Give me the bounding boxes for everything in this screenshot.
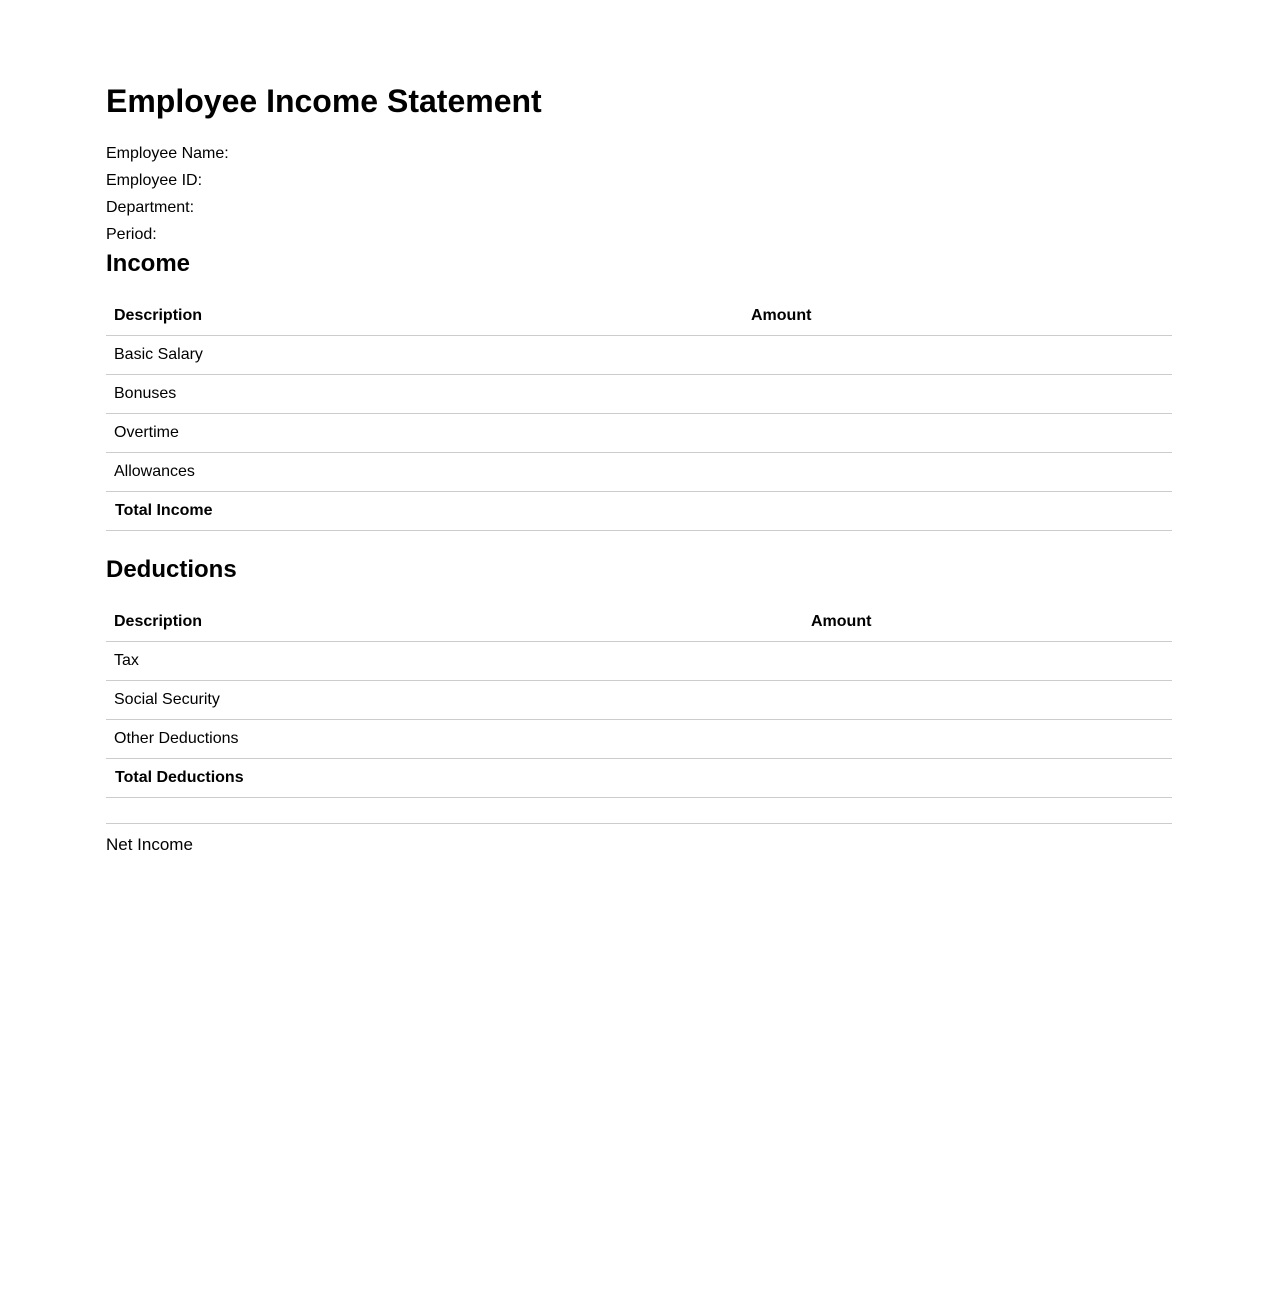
net-income (106, 835, 193, 855)
department-label: Department: (106, 199, 195, 216)
employee-name-field (106, 140, 229, 167)
income-amount-cell (743, 336, 1172, 375)
total-deductions-label: Total Deductions (106, 759, 803, 798)
table-row (106, 453, 1172, 492)
income-description-header: Description (106, 297, 743, 336)
deduction-description-cell: Social Security (106, 681, 803, 720)
deductions-description-header: Description (106, 603, 803, 642)
income-amount-cell (743, 453, 1172, 492)
income-description-cell: Bonuses (106, 375, 743, 414)
table-row (106, 375, 1172, 414)
table-row (106, 414, 1172, 453)
deductions-heading: Deductions (106, 556, 237, 583)
deduction-amount-cell (803, 720, 1172, 759)
income-description-cell: Basic Salary (106, 336, 743, 375)
total-income-label: Total Income (106, 492, 743, 531)
deductions-table (106, 603, 1172, 798)
employee-id-label: Employee ID: (106, 172, 203, 189)
total-deductions-row (106, 759, 1172, 798)
income-amount-cell (743, 375, 1172, 414)
income-description-cell: Allowances (106, 453, 743, 492)
total-income-row (106, 492, 1172, 531)
table-row (106, 642, 1172, 681)
income-table (106, 297, 1172, 531)
total-deductions-amount (803, 759, 1172, 798)
department-field (106, 194, 229, 221)
income-table-header (106, 297, 1172, 336)
employee-info (106, 140, 229, 248)
table-row (106, 720, 1172, 759)
net-income-label: Net Income (106, 835, 193, 854)
table-row (106, 681, 1172, 720)
total-income-amount (743, 492, 1172, 531)
period-field (106, 221, 229, 248)
income-heading: Income (106, 250, 191, 277)
income-amount-cell (743, 414, 1172, 453)
income-amount-header: Amount (743, 297, 1172, 336)
deduction-description-cell: Tax (106, 642, 803, 681)
deductions-table-header (106, 603, 1172, 642)
deduction-amount-cell (803, 642, 1172, 681)
period-label: Period: (106, 226, 157, 243)
employee-id-field (106, 167, 229, 194)
deduction-amount-cell (803, 681, 1172, 720)
employee-name-label: Employee Name: (106, 145, 229, 162)
table-row (106, 336, 1172, 375)
deductions-amount-header: Amount (803, 603, 1172, 642)
income-description-cell: Overtime (106, 414, 743, 453)
deduction-description-cell: Other Deductions (106, 720, 803, 759)
page-title: Employee Income Statement (106, 83, 542, 119)
section-divider (106, 823, 1172, 824)
